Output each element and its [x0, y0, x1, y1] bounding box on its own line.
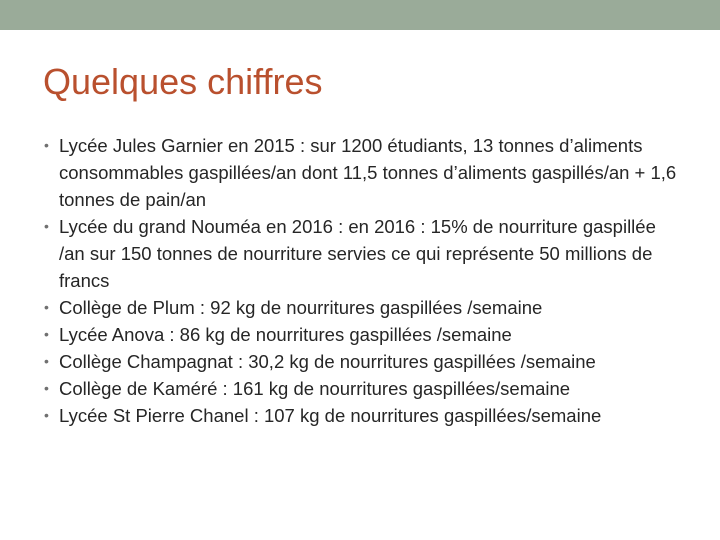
bullet-item-kamere — [42, 375, 682, 402]
bullet-dot-icon: • — [44, 137, 49, 153]
bullet-item-grand-noumea — [42, 213, 682, 294]
bullet-list — [42, 132, 682, 429]
bullet-text: Collège de Plum : 92 kg de nourritures gaspillées /semaine — [59, 297, 543, 318]
bullet-dot-icon: • — [44, 218, 49, 234]
bullet-dot-icon: • — [44, 380, 49, 396]
bullet-dot-icon: • — [44, 353, 49, 369]
bullet-text: Lycée Anova : 86 kg de nourritures gaspillées /semaine — [59, 324, 512, 345]
bullet-dot-icon: • — [44, 299, 49, 315]
bullet-item-plum — [42, 294, 682, 321]
bullet-dot-icon: • — [44, 326, 49, 342]
bullet-item-champagnat — [42, 348, 682, 375]
bullet-dot-icon: • — [44, 407, 49, 423]
bullet-item-anova — [42, 321, 682, 348]
bullet-item-st-pierre-chanel — [42, 402, 682, 429]
bullet-text: Lycée St Pierre Chanel : 107 kg de nourritures gaspillées/semaine — [59, 405, 602, 426]
slide-title: Quelques chiffres — [43, 61, 323, 102]
top-accent-bar — [0, 0, 720, 30]
bullet-text: Collège Champagnat : 30,2 kg de nourritures gaspillées /semaine — [59, 351, 596, 372]
bullet-text: Collège de Kaméré : 161 kg de nourritures gaspillées/semaine — [59, 378, 571, 399]
bullet-text: Lycée Jules Garnier en 2015 : sur 1200 étudiants, 13 tonnes d’aliments consommables gaspillées/an dont 11,5 tonnes d’aliments gaspillés/an + 1,6 tonnes de pain/an — [59, 135, 677, 210]
bullet-item-jules-garnier — [42, 132, 682, 213]
bullet-text: Lycée du grand Nouméa en 2016 : en 2016 : 15% de nourriture gaspillée /an sur 150 tonnes de nourriture servies ce qui représente 50 millions de francs — [59, 216, 656, 291]
